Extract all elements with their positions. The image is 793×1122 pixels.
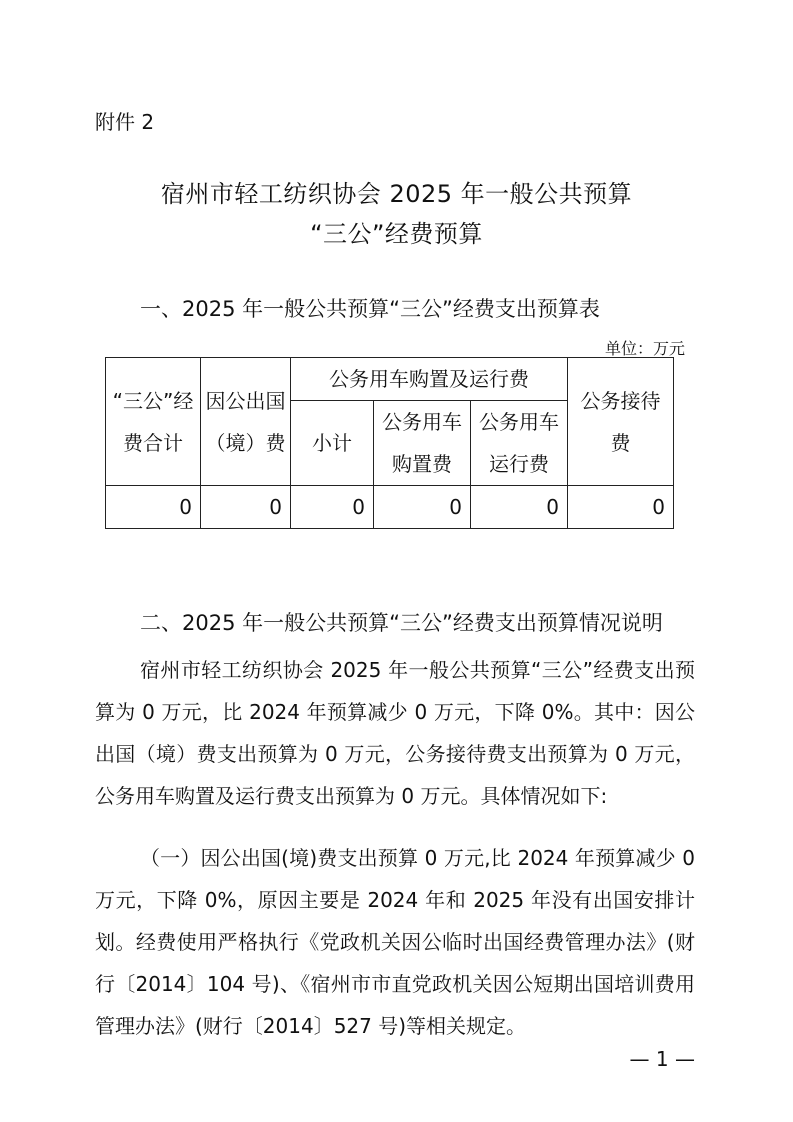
value-reception: 0	[568, 486, 674, 529]
header-vehicle-operation: 公务用车运行费	[471, 401, 568, 486]
header-vehicle-purchase: 公务用车购置费	[374, 401, 471, 486]
value-abroad: 0	[201, 486, 291, 529]
header-abroad: 因公出国（境）费	[201, 358, 291, 486]
paragraph-abroad-details: （一）因公出国(境)费支出预算 0 万元,比 2024 年预算减少 0 万元，下降 0%，原因主要是 2024 年和 2025 年没有出国安排计划。经费使用严格执行《党政机关因公临时出国经费管理办法》(财行〔2014〕104 号)、《宿州市市直党政机关因公短期出国培训费用管理办法》(财行〔2014〕527 号)等相关规定。	[95, 846, 695, 1038]
header-vehicle-subtotal: 小计	[291, 401, 374, 486]
header-total: “三公”经费合计	[106, 358, 201, 486]
page-number: — 1 —	[629, 1047, 695, 1071]
header-reception: 公务接待费	[568, 358, 674, 486]
document-title-line1: 宿州市轻工纺织协会 2025 年一般公共预算	[160, 180, 633, 208]
document-title-line2: “三公”经费预算	[310, 220, 483, 248]
value-vehicle-purchase: 0	[374, 486, 471, 529]
attachment-label: 附件 2	[95, 110, 155, 134]
header-vehicle-group: 公务用车购置及运行费	[291, 358, 568, 401]
section1-heading: 一、2025 年一般公共预算“三公”经费支出预算表	[140, 297, 600, 321]
budget-table	[105, 357, 674, 529]
section2-heading: 二、2025 年一般公共预算“三公”经费支出预算情况说明	[140, 611, 663, 635]
table-row	[106, 486, 674, 529]
value-total: 0	[106, 486, 201, 529]
paragraph-overview: 宿州市轻工纺织协会 2025 年一般公共预算“三公”经费支出预算为 0 万元，比 2024 年预算减少 0 万元，下降 0%。其中：因公出国（境）费支出预算为 0 万元，公务接待费支出预算为 0 万元，公务用车购置及运行费支出预算为 0 万元。具体情况如下:	[95, 658, 695, 808]
unit-label: 单位：万元	[604, 339, 685, 358]
value-vehicle-subtotal: 0	[291, 486, 374, 529]
value-vehicle-operation: 0	[471, 486, 568, 529]
